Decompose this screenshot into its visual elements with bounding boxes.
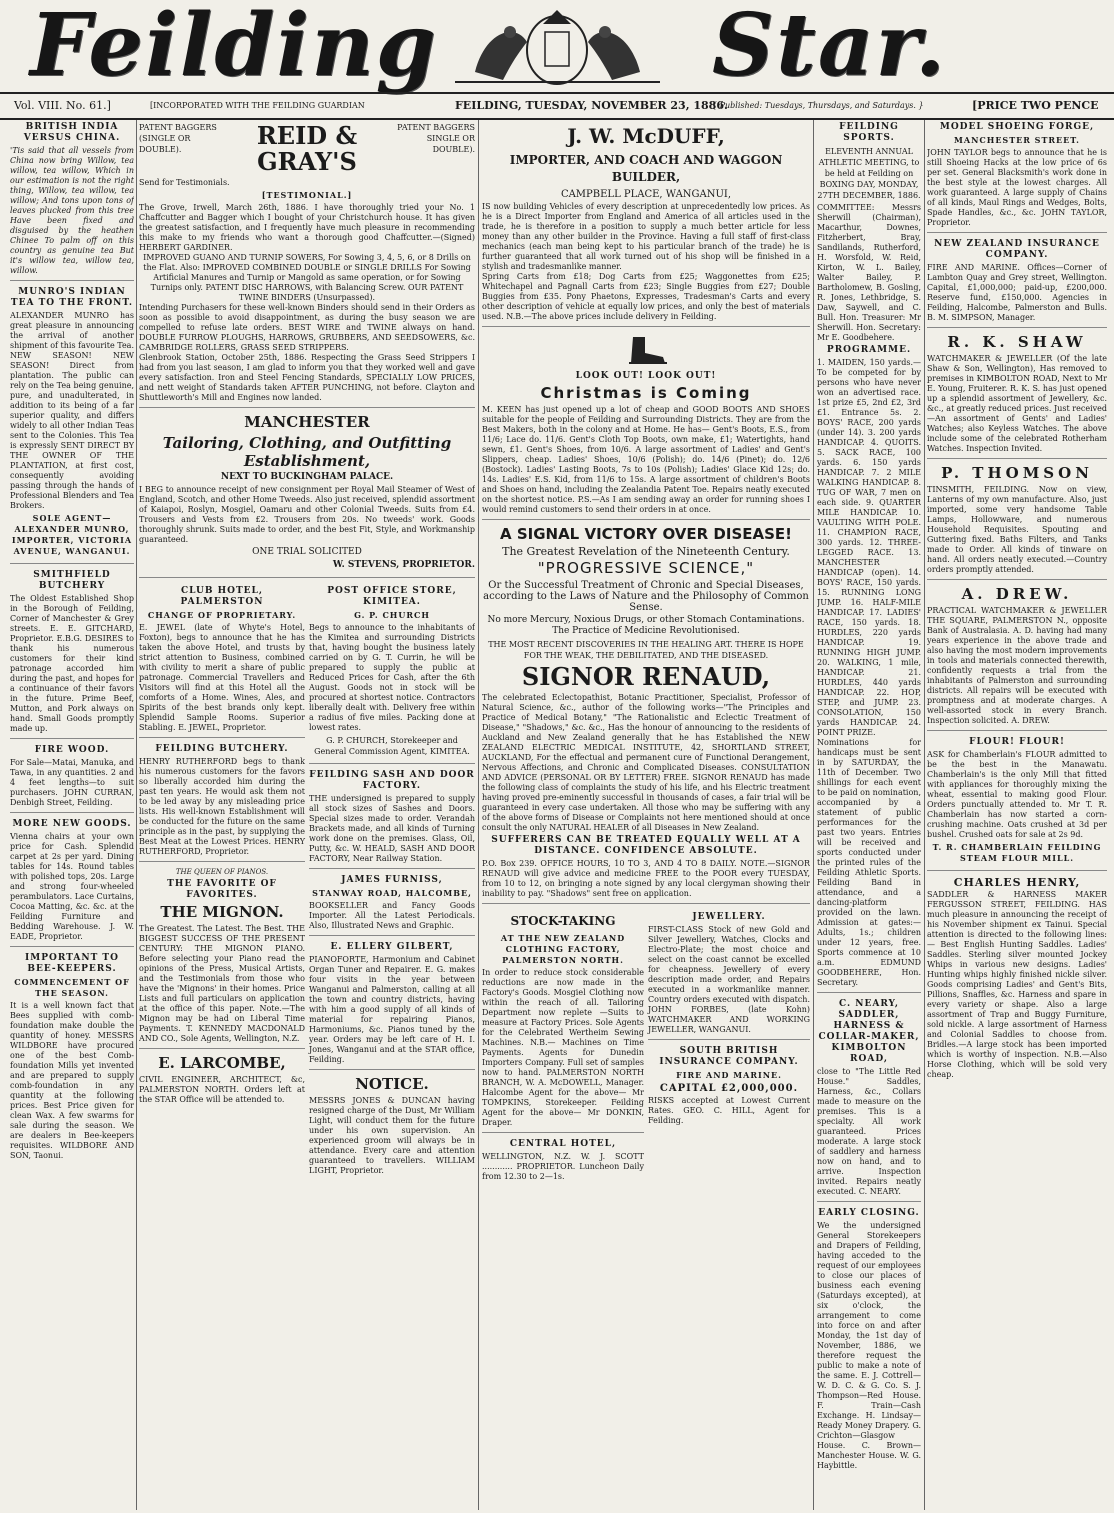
ad-body: Begs to announce to the inhabitants of the Kimitea and surrounding Districts that, having bought the business lately carried on by G. T. Currin, he will be prepared to supply the public at Reduced Prices for Cash, after the 6th August. Goods not in stock will be procured at shortest notice. Contractors liberally dealt with. Delivery free within a radius of five miles. Packing done at lowest rates.: [309, 623, 475, 732]
column-4: [817, 120, 921, 1510]
ad-progressive-science: "PROGRESSIVE SCIENCE,": [537, 559, 755, 577]
column-2: [139, 120, 475, 1510]
ad-heading: MORE NEW GOODS.: [12, 819, 132, 829]
ad-mercury-note: No more Mercury, Noxious Drugs, or other Stomach Contaminations. The Practice of Medicine Revolutionised.: [487, 615, 805, 636]
ad-body: I BEG to announce receipt of new consignment per Royal Mail Steamer of West of England, Scotch, and other Home Tweeds. Also just received, splendid assortment of Kaiapoi, Roslyn, Mosgiel, Oamaru and other Colonial Tweeds. Suits from £4. Trousers and Vests from £2. Trousers from 20s. No tweeds' work. Goods thoroughly shrunk. Suits made to order, and the best Fit, Style, and Workmanship guaranteed.: [139, 485, 475, 544]
ad-place: CAMPBELL PLACE, WANGANUI,: [560, 189, 732, 200]
ad-body: E. JEWEL (late of Whyte's Hotel, Foxton), begs to announce that he has taken the above Hotel, and trusts by strict attention to Business, combined with civility to merit a share of public patronage. Commercial Travellers and Visitors will find at this Hotel all the comforts of a Home. Wines, Ales, and Spirits of the best brands only kept. Splendid Sample Rooms. Superior Stabling. E. JEWEL, Proprietor.: [139, 623, 305, 732]
column-rule: [924, 120, 925, 1510]
ad-heading: Christmas is Coming: [540, 384, 752, 402]
ad-subheading: G. P. CHURCH: [354, 610, 430, 620]
ad-subheading: ELEVENTH ANNUAL ATHLETIC MEETING, to be held at Feilding on BOXING DAY, MONDAY, 27TH DECEMBER, 1886.: [817, 147, 921, 200]
ad-mcduff: [482, 123, 810, 327]
ad-body: PRACTICAL WATCHMAKER & JEWELLER THE SQUARE, PALMERSTON N., opposite Bank of Australasia. A. D. having had many years experience in the above trade and also having the most modern improvements in tools and materials connected therewith, confidently requests a trial from the inhabitants of Palmerston and surrounding districts. All repairs will be executed with promptness and at moderate charges. A well-assorted stock in every Branch. Inspection solicited. A. DREW.: [927, 606, 1107, 725]
ad-body: ASK for Chamberlain's FLOUR admitted to be the best in the Manawatu. Chamberlain's is the only Mill that fitted with appliances for thoroughly mixing the wheat, essential to making good Flour. Orders punctually attended to. Mr T. R. Chamberlain has now started a corn-crushing machine. Oats crushed at 3d per bushel. Crushed oats for sale at 2s 9d.: [927, 750, 1107, 839]
ad-heading-gothic: Tailoring, Clothing, and Outfitting Establishment,: [162, 434, 452, 470]
ad-trial: ONE TRIAL SOLICITED: [252, 547, 362, 557]
ad-body: M. KEEN has just opened up a lot of cheap and GOOD BOOTS AND SHOES suitable for the people of Feilding and Surrounding Districts. They are from the Best Makers, both in the colony and at Home. He has— Gent's Boots, E.S., from 11/6; Lace do. 11/6. Gent's Cloth Top Boots, own make, £1; Watertights, hand sewn, £1. Gent's Shoes, from 10/6. A large assortment of Ladies' and Gent's Slippers, cheap. Ladies' Shoes, 10/6 (Polish); do. 14/6 (Pinet); do. 12/6 (Bostock). Ladies' Lasting Boots, 7s to 10s (Polish); Ladies' Glace Kid 12s; do. 14s. Ladies' E.S. Kid, from 11/6 to 15s. A large assortment of children's Boots and Shoes on hand, including the Zealandia Patent Toe. Repairs neatly executed on the shortest notice. P.S.—As I am sending away an order for running shoes I would remind customers to send their orders in at once.: [482, 405, 810, 514]
ad-heading: R. K. SHAW: [947, 333, 1087, 351]
ad-mignon-piano: [139, 868, 305, 1049]
ad-heading: NOTICE.: [355, 1075, 429, 1093]
ad-subheading: THE FAVORITE OF FAVORITES.: [167, 879, 277, 900]
ad-heading: CLUB HOTEL, PALMERSTON: [180, 586, 264, 607]
ad-central-hotel: [482, 1139, 644, 1186]
ad-subheading: AT THE NEW ZEALAND CLOTHING FACTORY, PALMERSTON NORTH.: [500, 933, 626, 965]
ad-signor-renaud: [482, 526, 810, 904]
ad-keen-boots: [482, 333, 810, 520]
column-1: [10, 120, 134, 1510]
subcolumn-right: [648, 910, 810, 1192]
price: [PRICE TWO PENCE: [972, 99, 1099, 112]
ad-heading: SOUTH BRITISH INSURANCE COMPANY.: [659, 1046, 799, 1067]
masthead-title-right: Star.: [712, 0, 947, 96]
incorporated-note: [INCORPORATED WITH THE FEILDING GUARDIAN: [150, 101, 365, 110]
column-5: [927, 120, 1107, 1510]
ad-subheading: IMPORTER, AND COACH AND WAGGON BUILDER,: [509, 153, 783, 184]
ad-body: close to "The Little Red House." Saddles, Harness, &c., Collars made to measure on the premises. This is a specialty. All work guaranteed. Prices moderate. A large stock of saddlery and harness now on hand, and to arrive. Inspection invited. Repairs neatly executed. C. NEARY.: [817, 1067, 921, 1196]
ad-a-drew: [927, 586, 1107, 731]
ad-heading: FEILDING SASH AND DOOR FACTORY.: [309, 770, 475, 791]
ad-heading: FIRE WOOD.: [34, 745, 110, 755]
ad-heading: SMITHFIELD BUTCHERY: [33, 570, 111, 591]
ad-sign: G. P. CHURCH, Storekeeper and General Commission Agent, KIMITEA.: [314, 736, 470, 756]
ad-body: In order to reduce stock considerable reductions are now made in the Factory's Goods. Mosgiel Clothing now within the reach of all. Tailoring Department now replete —Suits to measure at Factory Prices. Sole Agents for the Celebrated Wertheim Sewing Machines. N.B.— Machines on Time Payments. Agents for Dunedin Importers Company. Full set of samples now to hand. PALMERSTON NORTH BRANCH, W. A. McDOWELL, Manager. Halcombe Agent for the above— Mr TOMPKINS, Storekeeper. Feilding Agent for the above— Mr DONKIN, Draper.: [482, 968, 644, 1127]
ad-body: CIVIL ENGINEER, ARCHITECT, &c, PALMERSTON NORTH. Orders left at the STAR Office will be attended to.: [139, 1075, 305, 1104]
ad-body: Vienna chairs at your own price for Cash. Splendid carpet at 2s per yard. Dining tables for 14s. Round tables with polished tops, 20s. Large and strong four-wheeled perambulators. Lace Curtains, Cocoa Matting, &c. &c. at the Feilding Furniture and Bedding Warehouse. J. W. EADE, Proprietor.: [10, 832, 134, 941]
publication-days: { Published: Tuesdays, Thursdays, and Saturdays. }: [712, 101, 924, 110]
ad-programme: 1. MAIDEN, 150 yards.—To be competed for by persons who have never won an advertised race. 1st prize £5, 2nd £2, 3rd £1. Entrance 5s. 2. BOYS' RACE, 200 yards (under 14). 3. 200 yards HANDICAP. 4. QUOITS. 5. SACK RACE, 100 yards. 6. 150 yards HANDICAP. 7. 2 MILE WALKING HANDICAP. 8. TUG OF WAR, 7 men on each side. 9. QUARTER MILE HANDICAP. 10. VAULTING WITH POLE. 11. CHAMPION RACE, 300 yards. 12. THREE-LEGGED RACE. 13. MANCHESTER HANDICAP (open). 14. BOYS' RACE, 150 yards. 15. RUNNING LONG JUMP. 16. HALF-MILE HANDICAP. 17. LADIES' RACE, 150 yards. 18. HURDLES, 220 yards HANDICAP. 19. RUNNING HIGH JUMP. 20. WALKING, 1 mile, HANDICAP. 21. HURDLES, 440 yards HANDICAP. 22. HOP, STEP, and JUMP. 23. CONSOLATION, 150 yards HANDICAP. 24. POINT PRIZE.: [817, 358, 921, 737]
ad-heading: IMPORTANT TO BEE-KEEPERS.: [25, 953, 119, 974]
masthead: [0, 0, 1114, 96]
ad-post-office-store: [309, 586, 475, 764]
ad-more-new-goods: [10, 819, 134, 947]
ad-side-note: PATENT BAGGERS SINGLE OR DOUBLE).: [397, 123, 475, 154]
ad-committee: COMMITTEE: Messrs Sherwill (Chairman), Macarthur, Downes, Fitzherbert, Bray, Sandilands, Rutherford, H. Worsfold, W. Reid, Kirton, W. L. Bailey, Walter Bailey, P. Bartholomew, B. Gosling, R. Jones, Lethbridge, S. Daw, Saywell, and C. Bull. Hon. Treasurer: Mr Sherwill. Hon. Secretary: Mr E. Goodbehere.: [817, 203, 921, 342]
column-3-subcolumns: [482, 910, 810, 1192]
column-rule: [813, 120, 814, 1510]
ad-side-note: PATENT BAGGERS (SINGLE OR DOUBLE).: [139, 123, 217, 154]
ad-body: PIANOFORTE, Harmonium and Cabinet Organ Tuner and Repairer. E. G. makes four visits in the year between Wanganui and Palmerston, calling at all the town and country districts, having with him a good supply of all kinds of material for repairing Pianos, Harmoniums, &c. Pianos tuned by the year. Orders may be left care of H. I. Jones, Wanganui and at the STAR office, Feilding.: [309, 955, 475, 1064]
ad-reid-and-grays: [139, 120, 475, 408]
ad-body: RISKS accepted at Lowest Current Rates. GEO. C. HILL, Agent for Feilding.: [648, 1096, 810, 1125]
place-date: FEILDING, TUESDAY, NOVEMBER 23, 1886.: [455, 99, 728, 112]
ad-heading: JAMES FURNISS,: [341, 875, 443, 885]
ad-heading: EARLY CLOSING.: [818, 1208, 920, 1218]
ad-heading: E. LARCOMBE,: [158, 1054, 286, 1072]
ad-sign: SOLE AGENT— ALEXANDER MUNRO, IMPORTER, VICTORIA AVENUE, WANGANUI.: [11, 513, 133, 556]
subcolumn-left: [482, 910, 644, 1192]
ad-body: IMPROVED GUANO AND TURNIP SOWERS, For Sowing 3, 4, 5, 6, or 8 Drills on the Flat. Also: IMPROVED COMBINED DOUBLE or SINGLE DRILLS For Sowing Artificial Manures and Turnip or Mangold as same operation, or for Sowing Turnips only. PATENT DISC HARROWS, with Balancing Screw. OUR PATENT TWINE BINDERS (Unsurpassed).: [143, 253, 471, 302]
ad-heading: FEILDING SPORTS.: [839, 122, 899, 143]
ad-programme-heading: PROGRAMME.: [826, 345, 912, 355]
ad-james-furniss: [309, 875, 475, 936]
ad-lookout: LOOK OUT! LOOK OUT!: [575, 371, 717, 381]
ad-sign: W. STEVENS, PROPRIETOR.: [332, 560, 475, 570]
ad-verse: 'Tis said that all vessels from China now bring Willow, tea willow, tea willow, Which in our estimation is not the right thing, Willow, tea willow, tea willow; And tons upon tons of leaves plucked from this tree Have been fixed and disguised by the heathen Chinee To palm off on this country as genuine tea But it's willow tea, willow tea, willow.: [10, 146, 134, 275]
ad-sign: T. R. CHAMBERLAIN FEILDING STEAM FLOUR MILL.: [932, 842, 1102, 863]
ad-heading: A SIGNAL VICTORY OVER DISEASE!: [499, 525, 793, 543]
ad-body: FIRST-CLASS Stock of new Gold and Silver Jewellery, Watches, Clocks and Electro-Plate; the most choice and select on the coast cannot be excelled for cheapness. Jewellery of every description made order, and Repairs executed in a workmanlike manner. Country orders executed with dispatch. JOHN FORBES, (late Kohn) WATCHMAKER AND WORKING JEWELLER, WANGANUI.: [648, 925, 810, 1034]
ad-body: IS now building Vehicles of every description at unprecedentedly low prices. As he is a Direct Importer from England and America of all articles used in the trade, he is therefore in a position to supply a much better article for less money than any other builder in the Province. Having a full staff of first-class mechanics (each man being kept to his particular branch of the trade) he is further guaranteed that all work turned out of his shop will be finished in a stylish and tradesmanlike manner.: [482, 202, 810, 271]
ad-send-note: Send for Testimonials.: [139, 178, 230, 187]
ad-body: BOOKSELLER and Fancy Goods Importer. All the Latest Periodicals. Also, Illustrated News and Graphic.: [309, 901, 475, 930]
column-rule: [478, 120, 479, 1510]
ad-body: It is a well known fact that Bees supplied with comb-foundation make double the quantity of honey. MESSRS WILDBORE have procured one of the best Comb-foundation Mills yet invented and are prepared to supply comb-foundation in any quantity at the following prices. Best Price given for clean Wax. A few swarms for sale during the season. We are dealers in Bee-keepers requisites. WILDBORE AND SON, Taonui.: [10, 1001, 134, 1160]
ad-body: JOHN TAYLOR begs to announce that he is still Shoeing Hacks at the low price of 6s per set. General Blacksmith's work done in the best style at the lowest charges. All work guaranteed. A large supply of Chains of all kinds, Maul Rings and Wedges, Bolts, Spade Handles, &c., &c. JOHN TAYLOR, Proprietor.: [927, 148, 1107, 227]
ad-body: The Greatest. The Latest. The Best. THE BIGGEST SUCCESS OF THE PRESENT CENTURY: THE MIGNON PIANO. Before selecting your Piano read the opinions of the Press, Musical Artists, and the Testimonials from those who have the 'Mignons' in their homes. Price Lists and full particulars on application at the office of this paper. Note.—The Mignon may be had on Liberal Time Payments. T. KENNEDY MACDONALD AND CO., Sole Agents, Wellington, N.Z.: [139, 924, 305, 1043]
ad-kicker: THE QUEEN OF PIANOS.: [175, 868, 269, 876]
ad-stock-taking: [482, 913, 644, 1133]
ad-notes: Nominations for handicaps must be sent in by SATURDAY, the 11th of December. Two shillings for each event to be paid on nomination, accompanied by a statement of public performances for the past two years. Entries will be received and sports conducted under the printed rules of the Feilding Athletic Sports. Feilding Band in attendance, and a dancing-platform provided on the lawn. Admission at gates:—Adults, 1s.; children under 12 years, free. Sports commence at 10 a.m. EDMUND GOODBEHERE, Hon. Secretary.: [817, 738, 921, 987]
ad-heading: POST OFFICE STORE, KIMITEA.: [327, 586, 457, 607]
ad-subheading: NEXT TO BUCKINGHAM PALACE.: [220, 472, 394, 482]
ad-jewellery: [648, 912, 810, 1040]
ad-body: SADDLER & HARNESS MAKER FERGUSSON STREET, FEILDING. HAS much pleasure in announcing the receipt of his November shipment ex Tainui. Special attention is directed to the following lines:— Best English Hunting Saddles. Ladies' Saddles. Sterling silver mounted Jockey Whips in various new designs. Ladies' Hunting whips highly finished nickle silver. Goods comprising Ladies' and Gent's Bits, Pillions, Snaffles, &c. Harness and spare in every variety or shape. Also a large assortment of Trap and Buggy Furniture, sold nickle. A large assortment of Harness and Colonial Saddles to choose from. Bridles.—A large stock has been imported which is worthy of inspection. N.B.—Also Horse Clothing, which will be sold very cheap.: [927, 890, 1107, 1079]
ad-heading: E. ELLERY GILBERT,: [330, 942, 454, 952]
ad-body: We the undersigned General Storekeepers and Drapers of Feilding, having acceded to the request of our employees to close our places of business each evening (Saturdays excepted), at six o'clock, the arrangement to come into force on and after Monday, the 1st day of November, 1886, we therefore request the public to make a note of the same. E. J. Cottrell—W. D. C. & G. Co. S. J. Thompson—Red House. F. Train—Cash Exchange. H. Lindsay—Ready Money Drapery. G. Crichton—Glasgow House. C. Brown—Manchester House. W. G. Haybittle.: [817, 1221, 921, 1470]
ad-discoveries: THE MOST RECENT DISCOVERIES IN THE HEALING ART. THERE IS HOPE FOR THE WEAK, THE DEBILITATED, AND THE DISEASED.: [488, 640, 804, 660]
ad-heading: A. DREW.: [961, 585, 1073, 603]
ad-subheading: The Greatest Revelation of the Nineteenth Century.: [502, 545, 790, 558]
ad-heading: MUNRO'S INDIAN TEA TO THE FRONT.: [10, 287, 134, 308]
ad-p-thomson: [927, 465, 1107, 580]
ad-heading: P. THOMSON: [941, 464, 1093, 482]
ad-heading: MODEL SHOEING FORGE,: [939, 122, 1095, 132]
column-2-subcolumns: [139, 584, 475, 1186]
ad-c-neary: [817, 999, 921, 1202]
ad-munros-indian-tea: [10, 287, 134, 564]
ad-heading: STOCK-TAKING: [510, 914, 616, 928]
ad-testimonial-heading: [TESTIMONIAL.]: [261, 190, 353, 200]
ad-sash-door-factory: [309, 770, 475, 869]
ad-feilding-sports: [817, 122, 921, 993]
ad-distance-note: SUFFERERS CAN BE TREATED EQUALLY WELL AT A DISTANCE. CONFIDENCE ABSOLUTE.: [491, 835, 801, 856]
ad-renaud-name: SIGNOR RENAUD,: [521, 662, 771, 691]
ad-heading: C. NEARY, SADDLER, HARNESS & COLLAR-MAKER, KIMBOLTON ROAD,: [818, 999, 920, 1064]
ad-heading: CHARLES HENRY,: [953, 876, 1081, 889]
volume-number: Vol. VIII. No. 61.]: [14, 99, 111, 112]
ad-notice: [309, 1076, 475, 1180]
ad-heading: NEW ZEALAND INSURANCE COMPANY.: [934, 239, 1100, 260]
column-3: [482, 120, 810, 1510]
subcolumn-left: [139, 584, 305, 1186]
ad-body: Intending Purchasers for these well-known Binders should send in their Orders as soon as possible to avoid disappointment, as during the busy season we are compelled to refuse late orders. BEST WIRE and TWINE always on hand. DOUBLE FURROW PLOUGHS, HARROWS, GRUBBERS, AND SEEDSOWERS, &c. CAMBRIDGE ROLLERS, GRASS SEED STRIPPERS.: [139, 303, 475, 352]
masthead-title-left: Feilding: [30, 0, 438, 96]
ad-body: THE undersigned is prepared to supply all stock sizes of Sashes and Doors. Special sizes made to order. Verandah Brackets made, and all kinds of Turning work done on the premises. Glass, Oil, Putty, &c. W. HEALD, SASH AND DOOR FACTORY, Near Railway Station.: [309, 794, 475, 863]
ad-footer: P.O. Box 239. OFFICE HOURS, 10 TO 3, AND 4 TO 8 DAILY. NOTE.—SIGNOR RENAUD will give advice and medicine FREE to the POOR every TUESDAY, from 10 to 12, on bringing a note signed by any local clergyman showing their inability to pay. "Shadows" sent free on application.: [482, 859, 810, 898]
ad-nz-insurance: [927, 239, 1107, 328]
ad-body: The celebrated Eclectopathist, Botanic Practitioner, Specialist, Professor of Natural Science, &c., author of the following works—"The Principles and Practice of Medical Botany," "The Rationalistic and Eclectic Treatment of Disease," "Shadows," &c. &c., Has the honour of announcing to the residents of Auckland and New Zealand generally that he has Established the NEW ZEALAND ELECTRIC MEDICAL INSTITUTE, 42, SHORTLAND STREET, AUCKLAND, For the effectual and permanent cure of Functional Derangement, Nervous Affections, and Chronic and Complicated Diseases. CONSULTATION AND ADVICE (PERSONAL OR BY LETTER) FREE. SIGNOR RENAUD has made the following class of complaints the study of his life, and his Electric treatment having proved pre-eminently successful in thousands of cases, a fair trial will be guaranteed in every case undertaken. All those who may be suffering with any of the above forms of Disease or Complaints not here mentioned should at once consult the only NATURAL HEALER of all Diseases in New Zealand.: [482, 693, 810, 832]
ad-testimonial: The Grove, Irwell, March 26th, 1886. I have thoroughly tried your No. 1 Chaffcutter and Bagger which I bought of your Christchurch house. It has given the greatest satisfaction, and I frequently have much pleasure in recommending this make to my friends who want a thorough good Chaffcutter.—(Signed) HERBERT GARDINER.: [139, 203, 475, 252]
ad-body: MESSRS JONES & DUNCAN having resigned charge of the Dust, Mr William Light, will conduct them for the future under his own supervision. An experienced groom will always be in attendance. Every care and attention guaranteed to travellers. WILLIAM LIGHT, Proprietor.: [309, 1096, 475, 1175]
ad-subheading: FIRE AND MARINE.: [676, 1070, 782, 1080]
ad-body: WATCHMAKER & JEWELLER (Of the late Shaw & Son, Wellington), Has removed to premises in KIMBOLTON ROAD, Next to Mr E. Young, Fruiterer. R. K. S. has just opened up a splendid assortment of Jewellery, &c. &c., at greatly reduced prices. Just received—An assortment of Gents' and Ladies' Watches; also Keyless Watches. The above include some of the celebrated Rotherham Watches. Inspection Invited.: [927, 354, 1107, 453]
boot-icon: [621, 333, 671, 367]
ad-south-british-insurance: [648, 1046, 810, 1130]
ad-heading: FLOUR! FLOUR!: [969, 737, 1065, 747]
ad-heading: BRITISH INDIA VERSUS CHINA.: [23, 122, 121, 143]
ad-feilding-butchery: [139, 744, 305, 862]
ad-body: TINSMITH, FEILDING. Now on view, Lanterns of my own manufacture. Also, just imported, some very handsome Table Lamps, Hollowware, and numerous Household Requisites. Spouting and Guttering fixed. Baths Filters, and Tanks made to Order. All kinds of tinware on hand. All orders neatly executed.—Country orders promptly attended.: [927, 485, 1107, 574]
ad-body: For Sale—Matai, Manuka, and Tawa, in any quantities. 2 and 4 feet lengths—to suit purchasers. JOHN CURRAN, Denbigh Street, Feilding.: [10, 758, 134, 807]
ad-heading: FEILDING BUTCHERY.: [155, 744, 289, 754]
ad-firewood: [10, 745, 134, 813]
coat-of-arms-icon: [415, 2, 700, 88]
ad-smithfield-butchery: [10, 570, 134, 739]
ad-club-hotel: [139, 586, 305, 738]
ad-subheading: COMMENCEMENT OF THE SEASON.: [14, 977, 130, 998]
ad-manchester-tailoring: [139, 414, 475, 578]
ad-heading: MANCHESTER: [244, 413, 370, 431]
ad-larcombe: [139, 1055, 305, 1109]
ad-early-closing: [817, 1208, 921, 1475]
ad-prices: Spring Carts from £18; Dog Carts from £25; Waggonettes from £25; Whitechapel and Pagnall Carts from £23; Single Buggies from £27; Double Buggies from £35. Pony Phaetons, Expresses, Tradesman's Carts and every other description of vehicle at equally low prices, and only the best of materials used. N.B.—The above prices include delivery in Feilding.: [482, 272, 810, 321]
ad-capital: CAPITAL £2,000,000.: [659, 1083, 799, 1094]
ad-body: WELLINGTON, N.Z. W. J. SCOTT ............ PROPRIETOR. Luncheon Daily from 12.30 to 2—1s.: [482, 1152, 644, 1181]
ad-flour: [927, 737, 1107, 871]
ad-british-india-tea: [10, 122, 134, 281]
ad-charles-henry: [927, 877, 1107, 1084]
ad-progressive-sub: Or the Successful Treatment of Chronic and Special Diseases, according to the Laws of Nature and the Philosophy of Common Sense.: [483, 580, 809, 613]
ad-heading: JEWELLERY.: [692, 912, 766, 922]
ad-subheading: CHANGE OF PROPRIETARY.: [147, 610, 297, 620]
ad-heading: THE MIGNON.: [160, 903, 284, 921]
ad-model-shoeing-forge: [927, 122, 1107, 233]
ad-subheading: STANWAY ROAD, HALCOMBE,: [312, 888, 472, 898]
subcolumn-right: [309, 584, 475, 1186]
ad-body: ALEXANDER MUNRO has great pleasure in announcing the arrival of another shipment of this favourite Tea. NEW SEASON! NEW SEASON! Direct from plantation. The public can rely on the Tea being genuine, pure, and unadulterated, in addition to its being of a far superior quality, and differs widely to all other Indian Teas sent to the Colonies. This Tea is expressly SENT DIRECT BY THE OWNER OF THE PLANTATION, at first cost, consequently avoiding passing through the hands of Professional Blenders and Tea Brokers.: [10, 311, 134, 510]
dateline-bar: [0, 92, 1114, 120]
ad-body: HENRY RUTHERFORD begs to thank his numerous customers for the favors so liberally accorded him during the past ten years. He would ask them not to be led away by any misleading price lists. His well-known Establishment will be conducted for the future on the same principle as in the past, by supplying the Best Meat at the Lowest Prices. HENRY RUTHERFORD, Proprietor.: [139, 757, 305, 856]
ad-rk-shaw: [927, 334, 1107, 459]
ad-subheading: MANCHESTER STREET.: [954, 135, 1080, 145]
ad-body: The Oldest Established Shop in the Borough of Feilding, Corner of Manchester & Grey streets. E. E. GITCHARD, Proprietor. E.B.G. DESIRES to thank his numerous customers for their kind patronage accorded him during the past, and hopes for a continuance of their favors in the future. Prime Beef, Mutton, and Pork always on hand. Small Goods promptly made up.: [10, 594, 134, 733]
ad-testimonial: Glenbrook Station, October 25th, 1886. Respecting the Grass Seed Strippers I had from you last season, I am glad to inform you that they worked well and gave every satisfaction. Iron and Steel Fencing Standards, SPECIALLY LOW PRICES, and nett weight of Standards taken AFTER PUNCHING, not before. Clayton and Shuttleworth's Mill and Engines now landed.: [139, 353, 475, 402]
ad-heading: REID & GRAY'S: [256, 121, 358, 176]
ad-heading: CENTRAL HOTEL,: [509, 1139, 617, 1149]
column-rule: [136, 120, 137, 1510]
ad-heading: J. W. McDUFF,: [567, 124, 725, 148]
ad-ellery-gilbert: [309, 942, 475, 1070]
ad-body: FIRE AND MARINE. Offices—Corner of Lambton Quay and Grey street, Wellington. Capital, £1,000,000; paid-up, £200,000. Reserve fund, £150,000. Agencies in Feilding, Halcombe, Palmerston and Bulls. B. M. SIMPSON, Manager.: [927, 263, 1107, 322]
ad-bee-keepers: [10, 953, 134, 1165]
